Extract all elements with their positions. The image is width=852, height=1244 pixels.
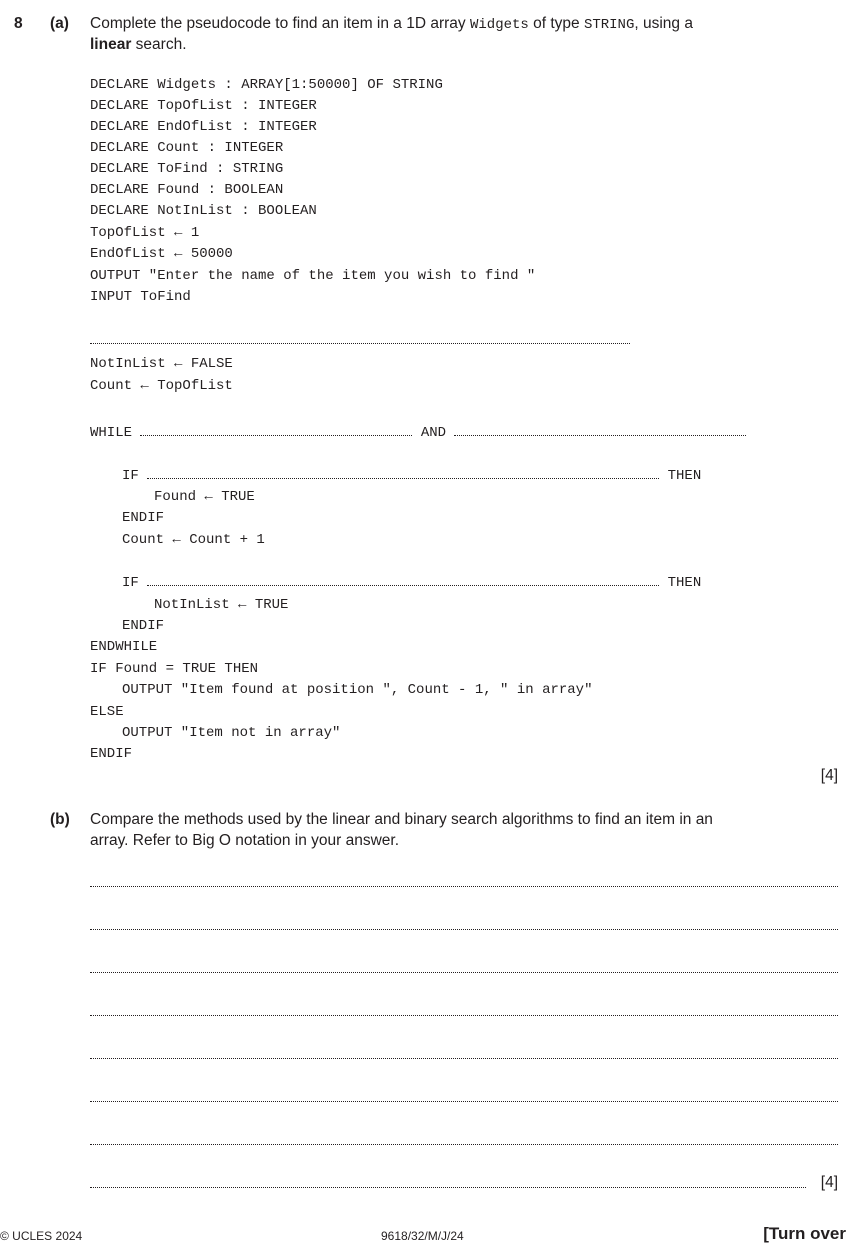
code-if-2 [122,575,701,592]
answer-line[interactable] [90,1144,838,1145]
while-keyword: WHILE [90,425,141,441]
part-a-label: (a) [50,15,69,32]
code-line: ENDIF [90,746,133,762]
and-keyword: AND [412,425,455,441]
footer-copyright: © UCLES 2024 [0,1229,83,1243]
code-line: INPUT ToFind [90,289,191,305]
code-line: NotInList ← TRUE [154,597,289,613]
code-line: DECLARE ToFind : STRING [90,161,284,177]
code-line: Count ← TopOfList [90,378,233,394]
code-line: ELSE [90,704,124,720]
prompt-bold-linear: linear [90,36,132,53]
answer-blank-1[interactable] [90,343,630,344]
part-b-prompt-line1: Compare the methods used by the linear and binary search algorithms to find an item in an [90,811,713,828]
answer-line[interactable] [90,929,838,930]
code-line: IF Found = TRUE THEN [90,661,259,677]
if-keyword: IF [122,468,148,484]
code-if-1 [122,468,701,485]
if-keyword: IF [122,575,148,591]
prompt-code-string: STRING [583,17,635,33]
answer-line[interactable] [90,972,838,973]
footer-turn-over: [Turn over [763,1224,846,1243]
prompt-text-3: , using a [634,15,693,32]
part-a-prompt [90,13,840,55]
part-b-label: (b) [50,811,70,828]
answer-blank-3[interactable] [454,434,746,436]
code-line: DECLARE Found : BOOLEAN [90,182,284,198]
code-line: NotInList ← FALSE [90,356,233,372]
footer-paper-code: 9618/32/M/J/24 [381,1229,464,1243]
then-keyword: THEN [659,468,702,484]
question-number: 8 [14,15,23,32]
answer-line[interactable] [90,1058,838,1059]
prompt-code-widgets: Widgets [469,17,529,33]
code-line: OUTPUT "Item not in array" [122,725,341,741]
code-line: TopOfList ← 1 [90,225,200,241]
answer-line[interactable] [90,1187,806,1188]
part-b-marks: [4] [820,1174,838,1191]
code-line: ENDWHILE [90,639,158,655]
code-line: DECLARE TopOfList : INTEGER [90,98,317,114]
part-b-prompt-line2: array. Refer to Big O notation in your answer. [90,832,400,849]
code-line: Count ← Count + 1 [122,532,265,548]
code-line: DECLARE EndOfList : INTEGER [90,119,317,135]
part-b-prompt [90,809,842,851]
answer-blank-5[interactable] [147,584,659,586]
answer-line[interactable] [90,886,838,887]
prompt-text-1: Complete the pseudocode to find an item in a 1D array [90,15,470,32]
answer-blank-4[interactable] [147,477,659,479]
code-line: OUTPUT "Item found at position ", Count - 1, " in array" [122,682,593,698]
part-a-marks: [4] [820,767,838,784]
code-line: Found ← TRUE [154,489,255,505]
answer-blank-2[interactable] [140,434,412,436]
code-line: DECLARE Count : INTEGER [90,140,284,156]
prompt-text-4: search. [131,36,187,53]
code-line: ENDIF [122,618,165,634]
code-line: OUTPUT "Enter the name of the item you wish to find " [90,268,536,284]
code-line: ENDIF [122,510,165,526]
code-while [90,425,746,442]
then-keyword: THEN [659,575,702,591]
code-line: DECLARE Widgets : ARRAY[1:50000] OF STRING [90,77,443,93]
answer-line[interactable] [90,1015,838,1016]
prompt-text-2: of type [528,15,584,32]
code-line: EndOfList ← 50000 [90,246,233,262]
answer-line[interactable] [90,1101,838,1102]
code-line: DECLARE NotInList : BOOLEAN [90,203,317,219]
